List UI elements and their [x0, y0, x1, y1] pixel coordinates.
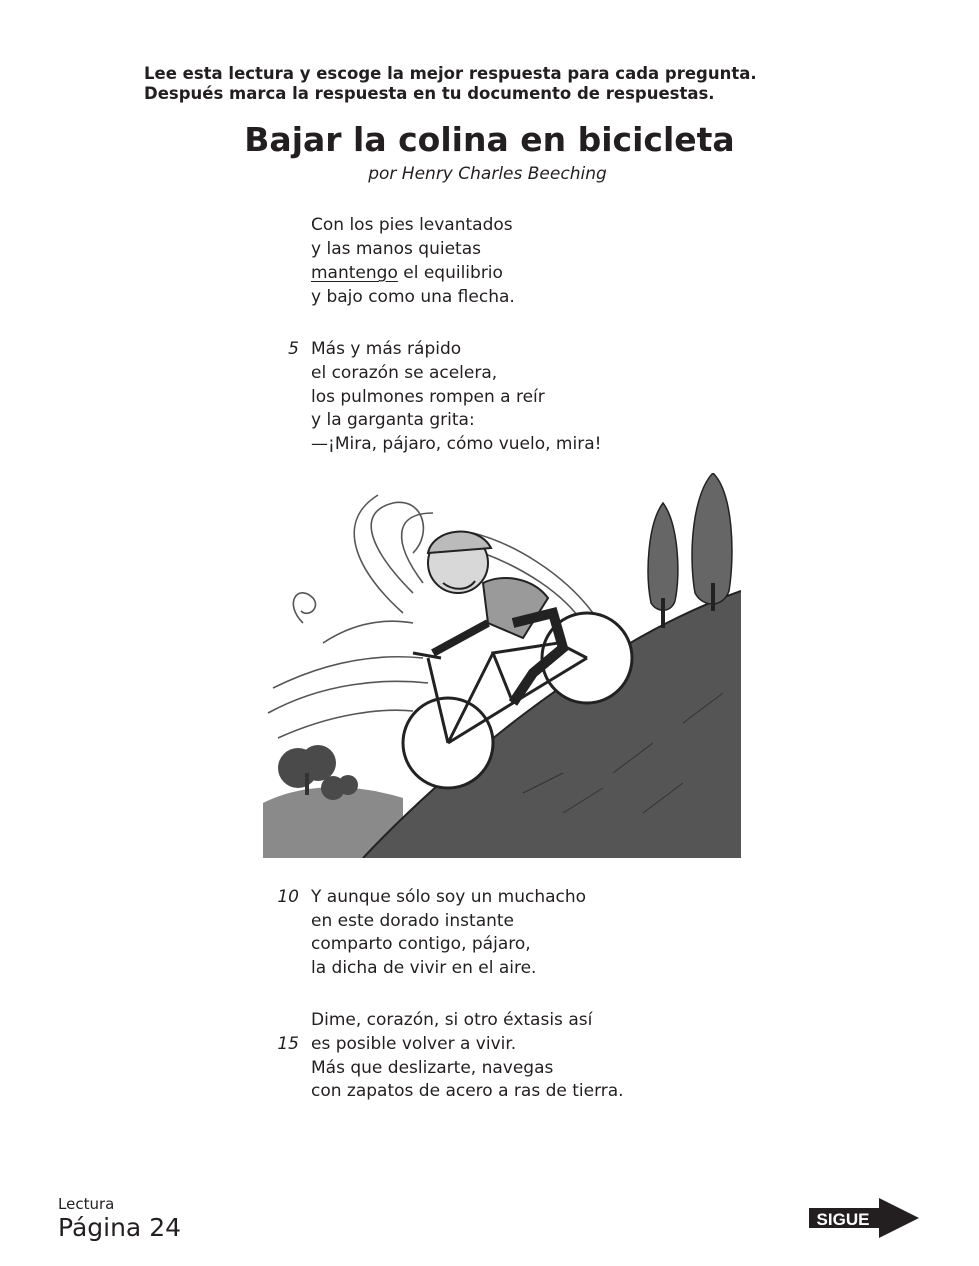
poem-line-11: en este dorado instante: [311, 911, 515, 931]
poem-line-5: Más y más rápido: [311, 339, 462, 359]
poem-line-9: —¡Mira, pájaro, cómo vuelo, mira!: [311, 434, 602, 454]
poem-line-10: Y aunque sólo soy un muchacho: [311, 887, 587, 907]
poem-line-7: los pulmones rompen a reír: [311, 387, 545, 407]
poem-title: Bajar la colina en bicicleta: [244, 120, 735, 159]
poem-line-4: y bajo como una flecha.: [311, 287, 515, 307]
poem-line-2: y las manos quietas: [311, 239, 481, 259]
poem-line-6: el corazón se acelera,: [311, 363, 498, 383]
poem-line-16: Más que deslizarte, navegas: [311, 1058, 554, 1078]
continue-arrow: [809, 1198, 919, 1238]
instructions: [144, 64, 757, 104]
poem-author: [0, 163, 979, 185]
line-number-10: 10: [277, 887, 299, 907]
instructions-line-1: Lee esta lectura y escoge la mejor respuesta para cada pregunta.: [144, 64, 757, 83]
poem-line-15: es posible volver a vivir.: [311, 1034, 517, 1054]
cyclist-illustration: [263, 473, 741, 858]
poem-line-17: con zapatos de acero a ras de tierra.: [311, 1081, 624, 1101]
continue-label: SIGUE: [816, 1210, 870, 1229]
poem-line-8: y la garganta grita:: [311, 410, 475, 430]
instructions-line-2: Después marca la respuesta en tu documento de respuestas.: [144, 84, 715, 103]
poem-line-12: comparto contigo, pájaro,: [311, 934, 531, 954]
author-text: por Henry Charles Beeching: [368, 164, 607, 184]
poem-line-13: la dicha de vivir en el aire.: [311, 958, 537, 978]
poem-line-3: mantengo el equilibrio: [311, 263, 503, 283]
line-number-15: 15: [277, 1034, 299, 1054]
page-number: Página 24: [58, 1213, 182, 1242]
poem-line-14: Dime, corazón, si otro éxtasis así: [311, 1010, 593, 1030]
poem-line-1: Con los pies levantados: [311, 215, 513, 235]
footer-section-label: Lectura: [58, 1195, 115, 1213]
underlined-word-mantengo: mantengo: [311, 263, 398, 283]
line-number-5: 5: [288, 339, 299, 359]
